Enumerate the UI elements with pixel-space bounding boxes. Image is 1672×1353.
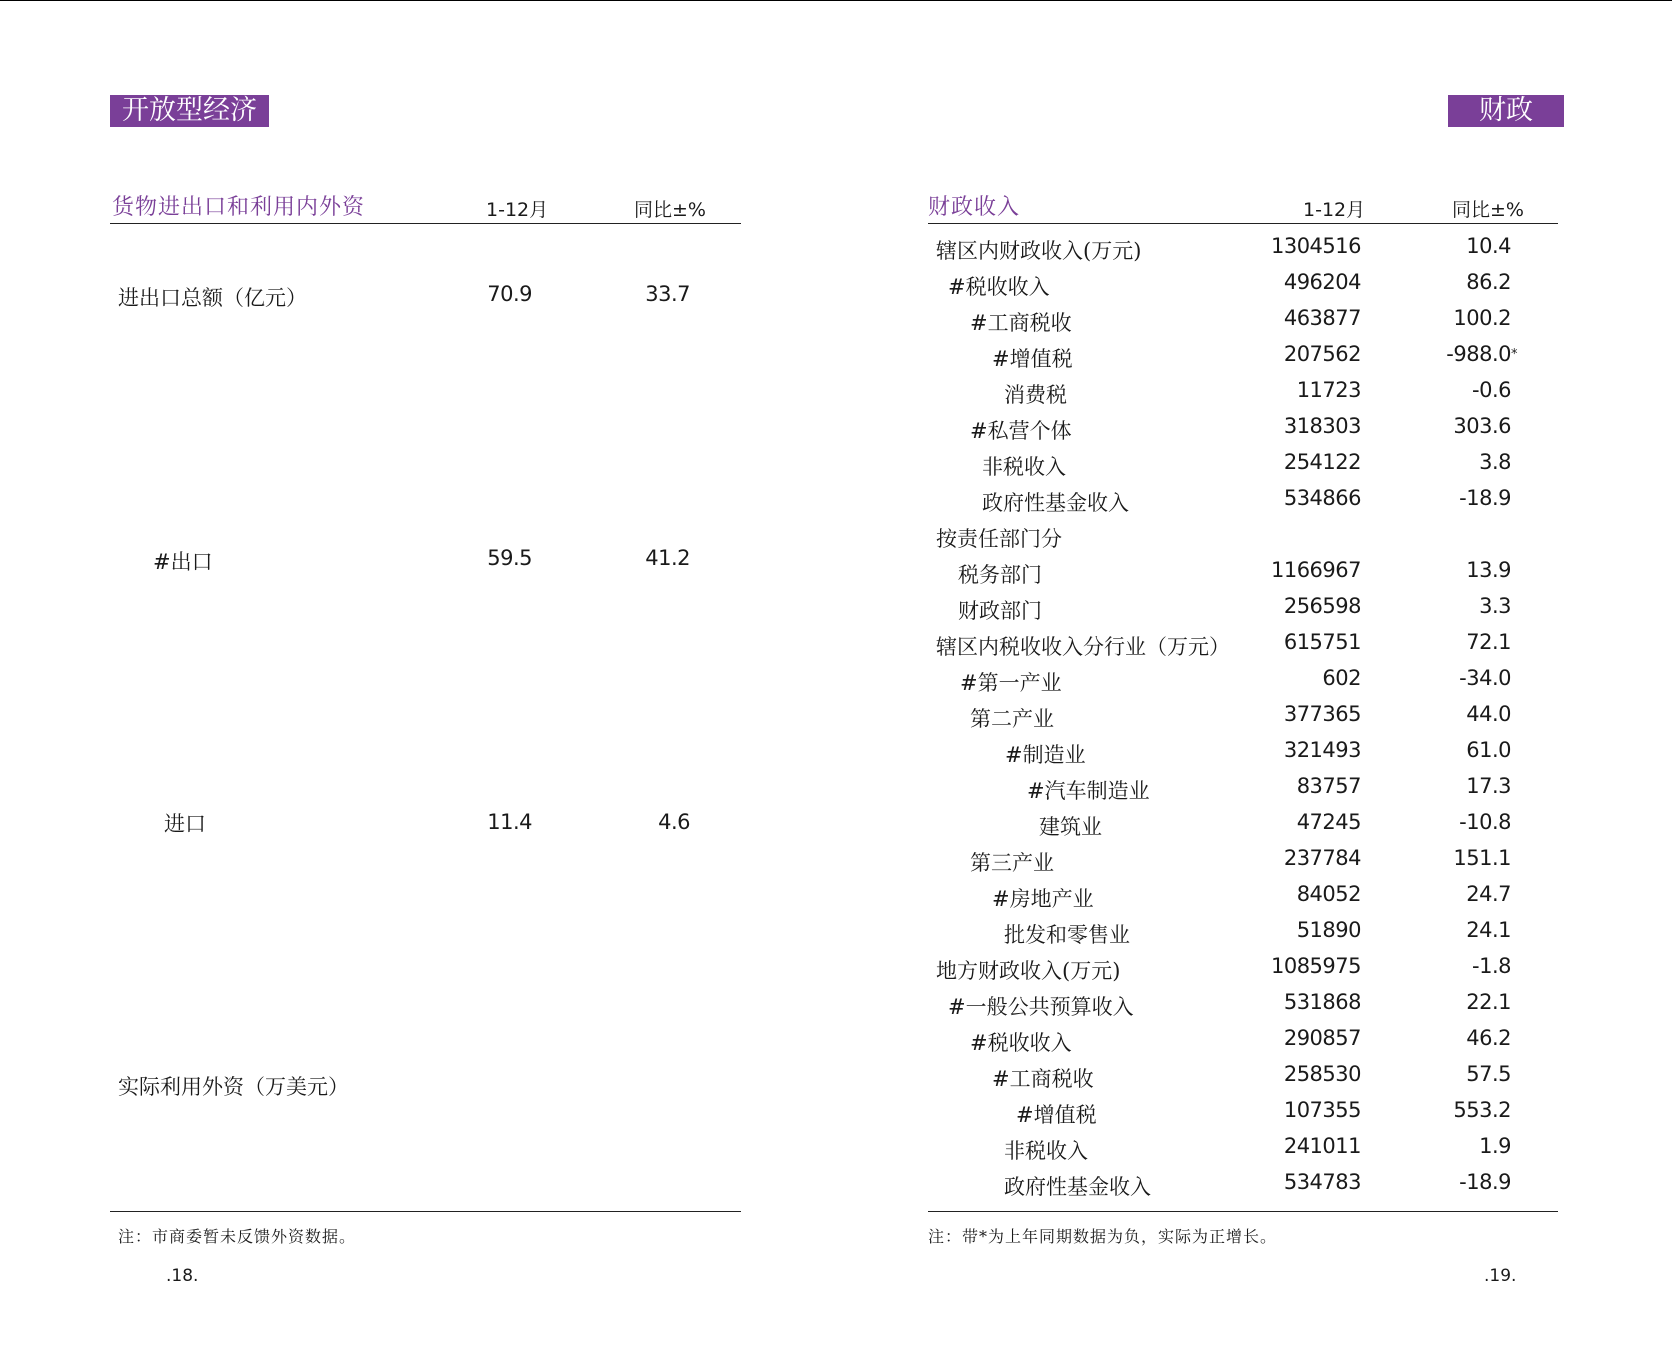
right-row-yoy: 57.5: [1466, 1062, 1511, 1086]
left-footer-rule: [110, 1211, 741, 1212]
right-row-yoy: -1.8: [1472, 954, 1511, 978]
right-row-yoy: -18.9: [1459, 1170, 1511, 1194]
right-row-value: 258530: [1283, 1062, 1361, 1086]
right-row-value: 377365: [1283, 702, 1361, 726]
right-row-label: 第二产业: [970, 707, 1054, 731]
right-row-yoy: 303.6: [1453, 414, 1511, 438]
right-row-label: #工商税收: [992, 1067, 1094, 1091]
right-row-yoy: 86.2: [1466, 270, 1511, 294]
right-row-label: #增值税: [992, 347, 1073, 371]
right-row-yoy: 24.1: [1466, 918, 1511, 942]
right-row-label: 按责任部门分: [936, 527, 1062, 551]
right-row-yoy: -18.9: [1459, 486, 1511, 510]
left-row-yoy: 4.6: [658, 810, 690, 834]
right-row-value: 531868: [1283, 990, 1361, 1014]
right-row-label: 非税收入: [982, 455, 1066, 479]
right-table-title: 财政收入: [928, 195, 1021, 220]
left-col-period-header: 1-12月: [486, 199, 549, 221]
right-row-yoy: 24.7: [1466, 882, 1511, 906]
left-footnote: 注：市商委暂未反馈外资数据。: [118, 1227, 357, 1246]
left-table-title: 货物进出口和利用内外资: [112, 195, 366, 220]
right-row-label: 第三产业: [970, 851, 1054, 875]
right-row-yoy: 151.1: [1453, 846, 1511, 870]
right-row-label: #工商税收: [970, 311, 1072, 335]
right-row-yoy: 1.9: [1479, 1134, 1511, 1158]
section-tag-open-economy: 开放型经济: [110, 95, 269, 127]
right-row-value: 496204: [1283, 270, 1361, 294]
right-row-label: 辖区内财政收入(万元): [936, 239, 1142, 263]
right-row-yoy: -34.0: [1459, 666, 1511, 690]
right-row-yoy: 3.3: [1479, 594, 1511, 618]
right-row-label: 地方财政收入(万元): [936, 959, 1121, 983]
right-row-value: 256598: [1283, 594, 1361, 618]
right-row-yoy: 100.2: [1453, 306, 1511, 330]
right-row-label: 消费税: [1004, 383, 1067, 407]
right-row-yoy: 61.0: [1466, 738, 1511, 762]
right-row-label: #增值税: [1016, 1103, 1097, 1127]
right-row-value: 47245: [1296, 810, 1361, 834]
right-row-label: 政府性基金收入: [1004, 1175, 1151, 1199]
right-row-yoy: 46.2: [1466, 1026, 1511, 1050]
right-row-value: 318303: [1283, 414, 1361, 438]
left-row-label: 进出口总额（亿元）: [118, 286, 307, 310]
right-row-label: #制造业: [1005, 743, 1086, 767]
left-row-value: 11.4: [487, 810, 532, 834]
right-row-label: #第一产业: [960, 671, 1062, 695]
right-row-yoy: 72.1: [1466, 630, 1511, 654]
right-row-value: 11723: [1296, 378, 1361, 402]
right-row-yoy: 553.2: [1453, 1098, 1511, 1122]
right-col-period-header: 1-12月: [1303, 199, 1366, 221]
right-row-yoy: -10.8: [1459, 810, 1511, 834]
right-row-value: 1085975: [1270, 954, 1361, 978]
right-row-value: 51890: [1296, 918, 1361, 942]
right-row-value: 534866: [1283, 486, 1361, 510]
right-row-label: 非税收入: [1004, 1139, 1088, 1163]
right-row-value: 602: [1322, 666, 1361, 690]
right-row-yoy: -988.0: [1446, 342, 1511, 366]
right-row-yoy: -0.6: [1472, 378, 1511, 402]
right-row-yoy: 3.8: [1479, 450, 1511, 474]
negative-base-asterisk: *: [1511, 347, 1518, 362]
right-row-value: 207562: [1283, 342, 1361, 366]
left-col-yoy-header: 同比±%: [634, 199, 706, 221]
right-row-label: #房地产业: [992, 887, 1094, 911]
right-row-value: 107355: [1283, 1098, 1361, 1122]
top-border: [0, 0, 1672, 1]
right-footnote: 注：带*为上年同期数据为负，实际为正增长。: [928, 1227, 1278, 1246]
right-header-rule: [928, 223, 1558, 224]
left-row-value: 70.9: [487, 282, 532, 306]
right-row-yoy: 10.4: [1466, 234, 1511, 258]
right-row-label: #税收收入: [970, 1031, 1072, 1055]
section-tag-finance: 财政: [1448, 95, 1564, 127]
right-row-label: 辖区内税收收入分行业（万元）: [936, 635, 1230, 659]
right-row-yoy: 17.3: [1466, 774, 1511, 798]
right-row-label: 批发和零售业: [1004, 923, 1130, 947]
right-row-label: #私营个体: [970, 419, 1072, 443]
right-footer-rule: [928, 1211, 1558, 1212]
right-row-label: 政府性基金收入: [982, 491, 1129, 515]
right-row-value: 237784: [1283, 846, 1361, 870]
right-row-value: 84052: [1296, 882, 1361, 906]
page-number-right: .19.: [1484, 1266, 1517, 1286]
page-number-left: .18.: [166, 1266, 199, 1286]
right-row-value: 83757: [1296, 774, 1361, 798]
right-row-label: #税收收入: [948, 275, 1050, 299]
right-row-label: 税务部门: [958, 563, 1042, 587]
left-row-yoy: 41.2: [645, 546, 690, 570]
right-row-value: 321493: [1283, 738, 1361, 762]
right-row-value: 290857: [1283, 1026, 1361, 1050]
right-row-value: 615751: [1283, 630, 1361, 654]
right-row-value: 1304516: [1270, 234, 1361, 258]
left-row-value: 59.5: [487, 546, 532, 570]
right-row-label: 财政部门: [958, 599, 1042, 623]
right-row-yoy: 44.0: [1466, 702, 1511, 726]
right-col-yoy-header: 同比±%: [1452, 199, 1524, 221]
right-row-value: 534783: [1283, 1170, 1361, 1194]
left-row-label: #出口: [153, 550, 213, 574]
right-row-value: 463877: [1283, 306, 1361, 330]
right-row-value: 241011: [1283, 1134, 1361, 1158]
left-row-yoy: 33.7: [645, 282, 690, 306]
right-row-label: #一般公共预算收入: [948, 995, 1134, 1019]
right-row-label: 建筑业: [1039, 815, 1102, 839]
left-row-label: 进口: [164, 812, 206, 836]
left-header-rule: [110, 223, 741, 224]
right-row-label: #汽车制造业: [1027, 779, 1150, 803]
right-row-value: 254122: [1283, 450, 1361, 474]
right-row-yoy: 22.1: [1466, 990, 1511, 1014]
left-row-label: 实际利用外资（万美元）: [118, 1075, 349, 1099]
right-row-value: 1166967: [1270, 558, 1361, 582]
right-row-yoy: 13.9: [1466, 558, 1511, 582]
